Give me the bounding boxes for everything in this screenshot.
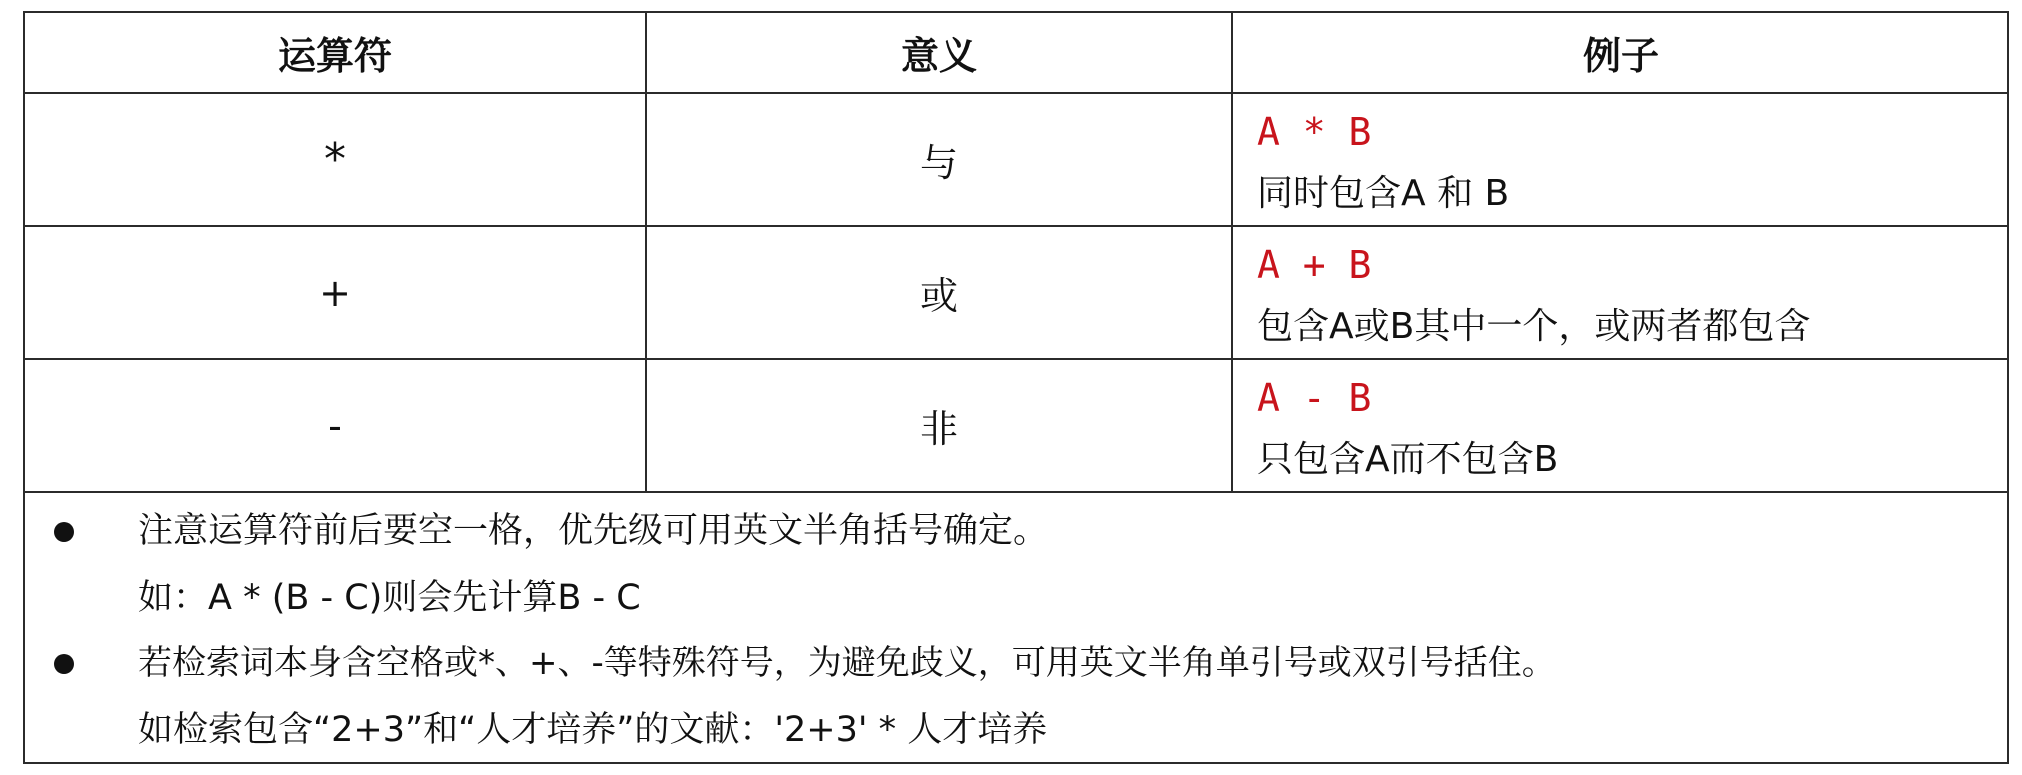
operator-table	[23, 11, 2009, 764]
example-text-not: 只包含A而不包含B	[1257, 439, 1559, 480]
operator-not: -	[328, 403, 342, 448]
meaning-and: 与	[919, 141, 958, 185]
note-2-line-1: 若检索词本身含空格或*、+、-等特殊符号，为避免歧义，可用英文半角单引号或双引号括住。	[138, 643, 1556, 683]
example-text-or: 包含A或B其中一个，或两者都包含	[1257, 306, 1811, 347]
header-example: 例子	[1582, 34, 1659, 78]
example-expression-not: A - B	[1257, 376, 1372, 420]
bullet-icon	[54, 654, 74, 674]
example-expression-or: A + B	[1257, 243, 1372, 287]
header-meaning: 意义	[900, 34, 977, 78]
row-divider	[25, 491, 2007, 493]
note-1-line-2: 如：A * (B - C)则会先计算B - C	[138, 578, 641, 618]
meaning-not: 非	[919, 407, 958, 451]
meaning-or: 或	[919, 274, 958, 318]
note-1-line-1: 注意运算符前后要空一格，优先级可用英文半角括号确定。	[138, 511, 1049, 551]
operator-and: *	[324, 134, 346, 185]
note-2-line-2: 如检索包含“2+3”和“人才培养”的文献：'2+3' * 人才培养	[138, 710, 1048, 750]
header-operator: 运算符	[277, 34, 392, 78]
example-expression-and: A * B	[1257, 110, 1372, 154]
bullet-icon	[54, 522, 74, 542]
operator-or: +	[319, 270, 351, 315]
example-text-and: 同时包含A 和 B	[1257, 173, 1510, 214]
